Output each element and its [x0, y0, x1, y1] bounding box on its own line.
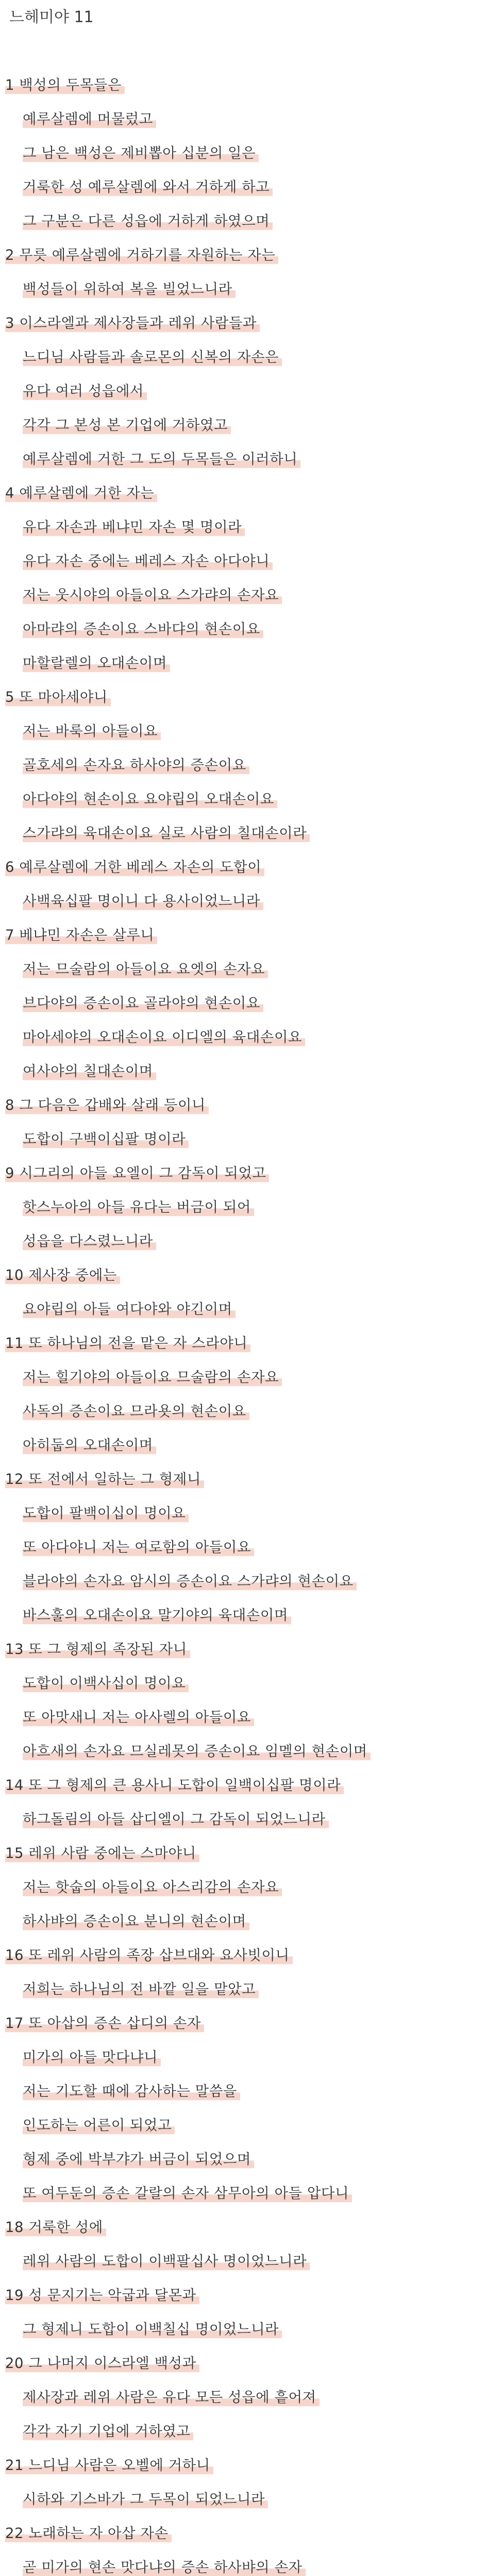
continuation-line: [0, 1565, 502, 1599]
highlighted-text: 13 또 그 형제의 족장된 자니: [5, 1638, 190, 1660]
highlighted-text: 골호세의 손자요 하사야의 증손이요: [23, 754, 249, 776]
continuation-line: [0, 2245, 502, 2279]
highlighted-text: 5 또 마아세야니: [5, 686, 111, 708]
highlighted-text: 마아세야의 오대손이요 이디엘의 육대손이요: [23, 1026, 305, 1048]
highlighted-text: 또 여두둔의 증손 갈랄의 손자 삼무아의 아들 압다니: [23, 2182, 352, 2204]
continuation-line: [0, 953, 502, 987]
verse-line: [0, 2517, 502, 2551]
highlighted-text: 15 레위 사람 중에는 스마야니: [5, 1842, 199, 1864]
highlighted-text: 인도하는 어른이 되었고: [23, 2114, 175, 2136]
continuation-line: [0, 2313, 502, 2347]
highlighted-text: 하그돌림의 아들 삽디엘이 그 감독이 되었느니라: [23, 1808, 329, 1830]
continuation-line: [0, 1021, 502, 1055]
verse-line: [0, 1157, 502, 1191]
highlighted-text: 3 이스라엘과 제사장들과 레위 사람들과: [5, 312, 260, 334]
verse-line: [0, 1327, 502, 1361]
verse-line: [0, 1463, 502, 1497]
highlighted-text: 하사뱌의 증손이요 분니의 현손이며: [23, 1910, 249, 1932]
highlighted-text: 21 느디님 사람은 오벨에 거하니: [5, 2454, 213, 2476]
continuation-line: [0, 1429, 502, 1463]
continuation-line: [0, 409, 502, 443]
continuation-line: [0, 1599, 502, 1633]
highlighted-text: 16 또 레위 사람의 족장 삽브대와 요사빗이니: [5, 1944, 293, 1966]
highlighted-text: 14 또 그 형제의 큰 용사니 도합이 일백이십팔 명이라: [5, 1774, 344, 1796]
continuation-line: [0, 103, 502, 137]
continuation-line: [0, 783, 502, 817]
continuation-line: [0, 1123, 502, 1157]
continuation-line: [0, 1531, 502, 1565]
verse-line: [0, 239, 502, 273]
highlighted-text: 미가의 아들 맛다냐니: [23, 2046, 161, 2068]
highlighted-text: 11 또 하나님의 전을 맡은 자 스라야니: [5, 1332, 250, 1354]
highlighted-text: 9 시그리의 아들 요엘이 그 감독이 되었고: [5, 1162, 269, 1184]
highlighted-text: 아히둡의 오대손이며: [23, 1434, 156, 1456]
highlighted-text: 저는 웃시야의 아들이요 스가랴의 손자요: [23, 584, 282, 606]
highlighted-text: 8 그 다음은 갑배와 살래 등이니: [5, 1094, 209, 1116]
highlighted-text: 6 예루살렘에 거한 베레스 자손의 도합이: [5, 856, 264, 878]
highlighted-text: 22 노래하는 자 아삽 자손: [5, 2522, 172, 2544]
continuation-line: [0, 205, 502, 239]
highlighted-text: 핫스누아의 아들 유다는 버금이 되어: [23, 1196, 254, 1218]
continuation-line: [0, 443, 502, 477]
continuation-line: [0, 2109, 502, 2143]
continuation-line: [0, 647, 502, 681]
highlighted-text: 마할랄렐의 오대손이며: [23, 652, 170, 674]
verse-line: [0, 681, 502, 715]
highlighted-text: 19 성 문지기는 악굽과 달몬과: [5, 2284, 199, 2306]
continuation-line: [0, 137, 502, 171]
highlighted-text: 사독의 증손이요 므라욧의 현손이요: [23, 1400, 249, 1422]
highlighted-text: 아마랴의 증손이요 스바댜의 현손이요: [23, 618, 263, 640]
highlighted-text: 바스훌의 오대손이요 말기야의 육대손이며: [23, 1604, 291, 1626]
highlighted-text: 느디님 사람들과 솔로몬의 신복의 자손은: [23, 346, 282, 368]
highlighted-text: 예루살렘에 거한 그 도의 두목들은 이러하니: [23, 448, 300, 470]
highlighted-text: 유다 여러 성읍에서: [23, 380, 147, 402]
continuation-line: [0, 613, 502, 647]
highlighted-text: 도합이 구백이십팔 명이라: [23, 1128, 189, 1150]
highlighted-text: 아흐새의 손자요 므실레못의 증손이요 임멜의 현손이며: [23, 1740, 371, 1762]
highlighted-text: 4 예루살렘에 거한 자는: [5, 482, 157, 504]
highlighted-text: 여사야의 칠대손이며: [23, 1060, 156, 1082]
highlighted-text: 유다 자손 중에는 베레스 자손 아다야니: [23, 550, 273, 572]
highlighted-text: 또 아다야니 저는 여로함의 아들이요: [23, 1536, 254, 1558]
highlighted-text: 성읍을 다스렸느니라: [23, 1230, 156, 1252]
highlighted-text: 그 남은 백성은 제비뽑아 십분의 일은: [23, 142, 259, 164]
highlighted-text: 도합이 팔백이십이 명이요: [23, 1502, 189, 1524]
verse-line: [0, 1939, 502, 1973]
highlighted-text: 스가랴의 육대손이요 실로 사람의 칠대손이라: [23, 822, 310, 844]
highlighted-text: 도합이 이백사십이 명이요: [23, 1672, 189, 1694]
verse-line: [0, 1259, 502, 1293]
continuation-line: [0, 1055, 502, 1089]
continuation-line: [0, 1191, 502, 1225]
highlighted-text: 20 그 나머지 이스라엘 백성과: [5, 2352, 199, 2374]
highlighted-text: 저는 기도할 때에 감사하는 말씀을: [23, 2080, 240, 2102]
highlighted-text: 10 제사장 중에는: [5, 1264, 120, 1286]
highlighted-text: 18 거룩한 성에: [5, 2216, 106, 2238]
highlighted-text: 사백육십팔 명이니 다 용사이었느니라: [23, 890, 263, 912]
highlighted-text: 7 베냐민 자손은 살루니: [5, 924, 157, 946]
highlighted-text: 저는 힐기야의 아들이요 므술람의 손자요: [23, 1366, 282, 1388]
scripture-text: [0, 69, 502, 2576]
continuation-line: [0, 1293, 502, 1327]
highlighted-text: 브다야의 증손이요 골라야의 현손이요: [23, 992, 263, 1014]
highlighted-text: 거룩한 성 예루살렘에 와서 거하게 하고: [23, 176, 273, 198]
highlighted-text: 2 무릇 예루살렘에 거하기를 자원하는 자는: [5, 244, 278, 266]
highlighted-text: 그 형제니 도합이 이백칠십 명이었느니라: [23, 2318, 282, 2340]
continuation-line: [0, 171, 502, 205]
continuation-line: [0, 2177, 502, 2211]
highlighted-text: 형제 중에 박부갸가 버금이 되었으며: [23, 2148, 254, 2170]
highlighted-text: 제사장과 레위 사람은 유다 모든 성읍에 흩어져: [23, 2386, 320, 2408]
verse-line: [0, 2347, 502, 2381]
verse-line: [0, 1769, 502, 1803]
page-title: 느헤미야 11: [9, 8, 94, 26]
highlighted-text: 저는 므술람의 아들이요 요엣의 손자요: [23, 958, 268, 980]
verse-line: [0, 2007, 502, 2041]
highlighted-text: 시하와 기스바가 그 두목이 되었느니라: [23, 2488, 268, 2510]
continuation-line: [0, 817, 502, 851]
continuation-line: [0, 2415, 502, 2449]
continuation-line: [0, 273, 502, 307]
continuation-line: [0, 885, 502, 919]
highlighted-text: 예루살렘에 머물렀고: [23, 108, 156, 130]
continuation-line: [0, 579, 502, 613]
verse-line: [0, 1837, 502, 1871]
continuation-line: [0, 2381, 502, 2415]
highlighted-text: 유다 자손과 베냐민 자손 몇 명이라: [23, 516, 245, 538]
highlighted-text: 아다야의 현손이요 요야립의 오대손이요: [23, 788, 277, 810]
continuation-line: [0, 1973, 502, 2007]
highlighted-text: 백성들이 위하여 복을 빌었느니라: [23, 278, 236, 300]
continuation-line: [0, 1871, 502, 1905]
continuation-line: [0, 1225, 502, 1259]
verse-line: [0, 307, 502, 341]
continuation-line: [0, 749, 502, 783]
continuation-line: [0, 1361, 502, 1395]
highlighted-text: 각각 그 본성 본 기업에 거하였고: [23, 414, 231, 436]
continuation-line: [0, 1701, 502, 1735]
highlighted-text: 또 아맛새니 저는 아사렐의 아들이요: [23, 1706, 254, 1728]
verse-line: [0, 2211, 502, 2245]
highlighted-text: 12 또 전에서 일하는 그 형제니: [5, 1468, 204, 1490]
highlighted-text: 각각 자기 기업에 거하였고: [23, 2420, 193, 2442]
highlighted-text: 저는 핫숩의 아들이요 아스리감의 손자요: [23, 1876, 282, 1898]
verse-line: [0, 1089, 502, 1123]
highlighted-text: 저는 바룩의 아들이요: [23, 720, 161, 742]
highlighted-text: 블라야의 손자요 암시의 증손이요 스가랴의 현손이요: [23, 1570, 357, 1592]
highlighted-text: 레위 사람의 도합이 이백팔십사 명이었느니라: [23, 2250, 310, 2272]
highlighted-text: 그 구분은 다른 성읍에 거하게 하였으며: [23, 210, 273, 232]
continuation-line: [0, 341, 502, 375]
verse-line: [0, 851, 502, 885]
continuation-line: [0, 1395, 502, 1429]
continuation-line: [0, 1667, 502, 1701]
highlighted-text: 17 또 아삽의 증손 삽디의 손자: [5, 2012, 204, 2034]
highlighted-text: 곧 미가의 현손 맛다냐의 증손 하사뱌의 손자: [23, 2556, 306, 2576]
continuation-line: [0, 2143, 502, 2177]
highlighted-text: 1 백성의 두목들은: [5, 74, 125, 96]
continuation-line: [0, 2075, 502, 2109]
verse-line: [0, 919, 502, 953]
highlighted-text: 저희는 하나님의 전 바깥 일을 맡았고: [23, 1978, 259, 2000]
verse-line: [0, 2279, 502, 2313]
highlighted-text: 요야립의 아들 여다야와 야긴이며: [23, 1298, 236, 1320]
continuation-line: [0, 2041, 502, 2075]
continuation-line: [0, 511, 502, 545]
continuation-line: [0, 1735, 502, 1769]
continuation-line: [0, 1803, 502, 1837]
continuation-line: [0, 375, 502, 409]
verse-line: [0, 1633, 502, 1667]
continuation-line: [0, 1497, 502, 1531]
continuation-line: [0, 715, 502, 749]
continuation-line: [0, 2551, 502, 2576]
verse-line: [0, 2449, 502, 2483]
continuation-line: [0, 545, 502, 579]
continuation-line: [0, 1905, 502, 1939]
continuation-line: [0, 987, 502, 1021]
verse-line: [0, 477, 502, 511]
continuation-line: [0, 2483, 502, 2517]
verse-line: [0, 69, 502, 103]
